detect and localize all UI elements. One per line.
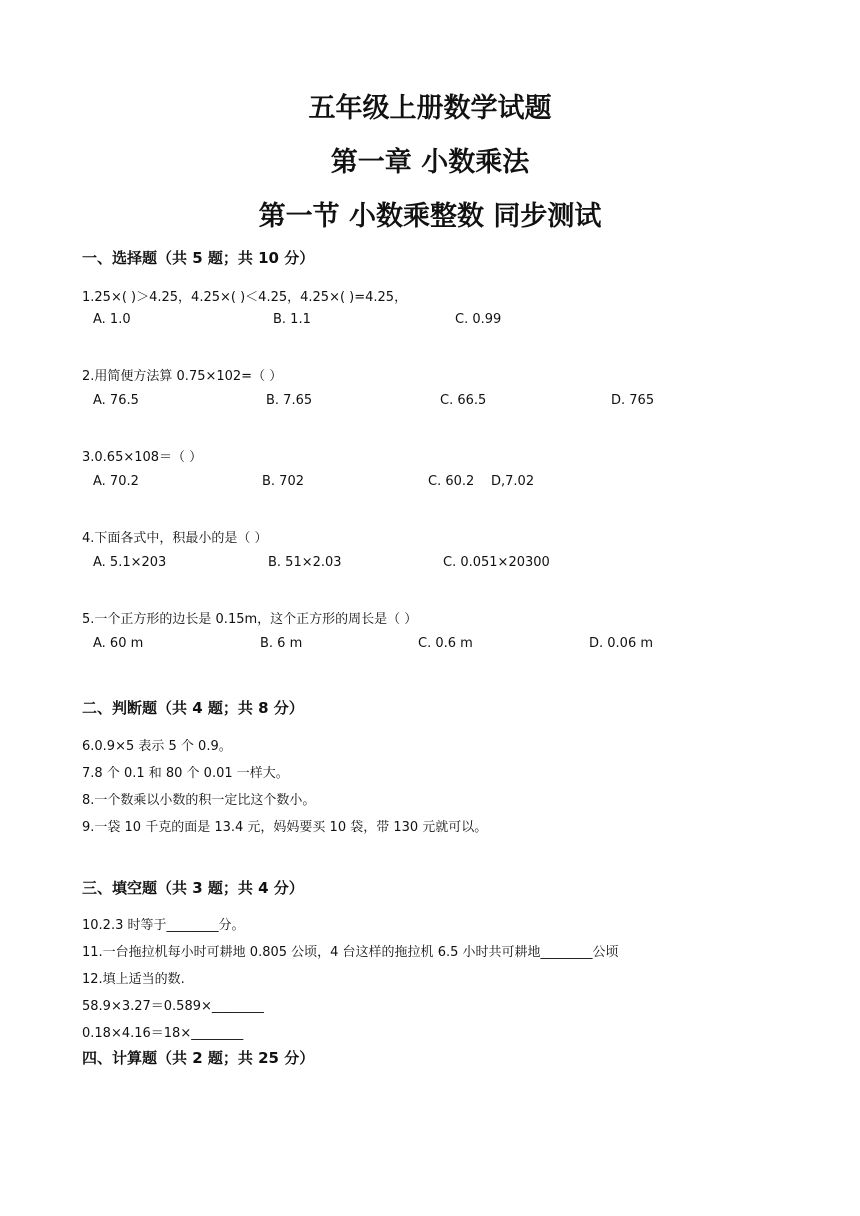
question-10: 10.2.3 时等于________分。 bbox=[82, 918, 245, 933]
section-judge-heading: 二、判断题（共 4 题；共 8 分） bbox=[82, 699, 304, 717]
q2-option-a: A. 76.5 bbox=[93, 393, 139, 408]
q2-option-d: D. 765 bbox=[611, 393, 655, 408]
q5-option-c: C. 0.6 m bbox=[418, 636, 473, 651]
q1-option-c: C. 0.99 bbox=[455, 312, 502, 327]
question-12: 12.填上适当的数. bbox=[82, 972, 185, 987]
q5-option-a: A. 60 m bbox=[93, 636, 144, 651]
q4-option-b: B. 51×2.03 bbox=[268, 555, 342, 570]
title-grade: 五年级上册数学试题 bbox=[308, 93, 552, 124]
question-11: 11.一台拖拉机每小时可耕地 0.805 公顷，4 台这样的拖拉机 6.5 小时共可耕地________公顷 bbox=[82, 945, 619, 960]
question-7: 7.8 个 0.1 和 80 个 0.01 一样大。 bbox=[82, 766, 289, 781]
question-9: 9.一袋 10 千克的面是 13.4 元，妈妈要买 10 袋，带 130 元就可以。 bbox=[82, 820, 488, 835]
q3-option-a: A. 70.2 bbox=[93, 474, 139, 489]
q1-option-a: A. 1.0 bbox=[93, 312, 131, 327]
question-1: 1.25×( )＞4.25，4.25×( )＜4.25，4.25×( )=4.25， bbox=[82, 290, 408, 305]
question-6: 6.0.9×5 表示 5 个 0.9。 bbox=[82, 739, 232, 754]
q2-option-c: C. 66.5 bbox=[440, 393, 487, 408]
question-3: 3.0.65×108＝（ ） bbox=[82, 450, 203, 465]
section-choice-heading: 一、选择题（共 5 题；共 10 分） bbox=[82, 249, 315, 267]
section-calc-heading: 四、计算题（共 2 题；共 25 分） bbox=[82, 1049, 315, 1067]
question-2: 2.用简便方法算 0.75×102=（ ） bbox=[82, 369, 283, 384]
question-12-part-b: 0.18×4.16＝18×________ bbox=[82, 1026, 244, 1041]
q2-option-b: B. 7.65 bbox=[266, 393, 313, 408]
q3-option-b: B. 702 bbox=[262, 474, 304, 489]
question-4: 4.下面各式中，积最小的是（ ） bbox=[82, 531, 268, 546]
q3-option-c: C. 60.2 bbox=[428, 474, 475, 489]
q3-option-d: D,7.02 bbox=[491, 474, 535, 489]
q5-option-b: B. 6 m bbox=[260, 636, 303, 651]
q4-option-a: A. 5.1×203 bbox=[93, 555, 167, 570]
question-5: 5.一个正方形的边长是 0.15m，这个正方形的周长是（ ） bbox=[82, 612, 418, 627]
title-section: 第一节 小数乘整数 同步测试 bbox=[258, 201, 602, 232]
section-fill-heading: 三、填空题（共 3 题；共 4 分） bbox=[82, 879, 304, 897]
question-12-part-a: 58.9×3.27＝0.589×________ bbox=[82, 999, 264, 1014]
q1-option-b: B. 1.1 bbox=[273, 312, 311, 327]
q4-option-c: C. 0.051×20300 bbox=[443, 555, 550, 570]
question-8: 8.一个数乘以小数的积一定比这个数小。 bbox=[82, 793, 316, 808]
title-chapter: 第一章 小数乘法 bbox=[330, 147, 530, 178]
q5-option-d: D. 0.06 m bbox=[589, 636, 654, 651]
